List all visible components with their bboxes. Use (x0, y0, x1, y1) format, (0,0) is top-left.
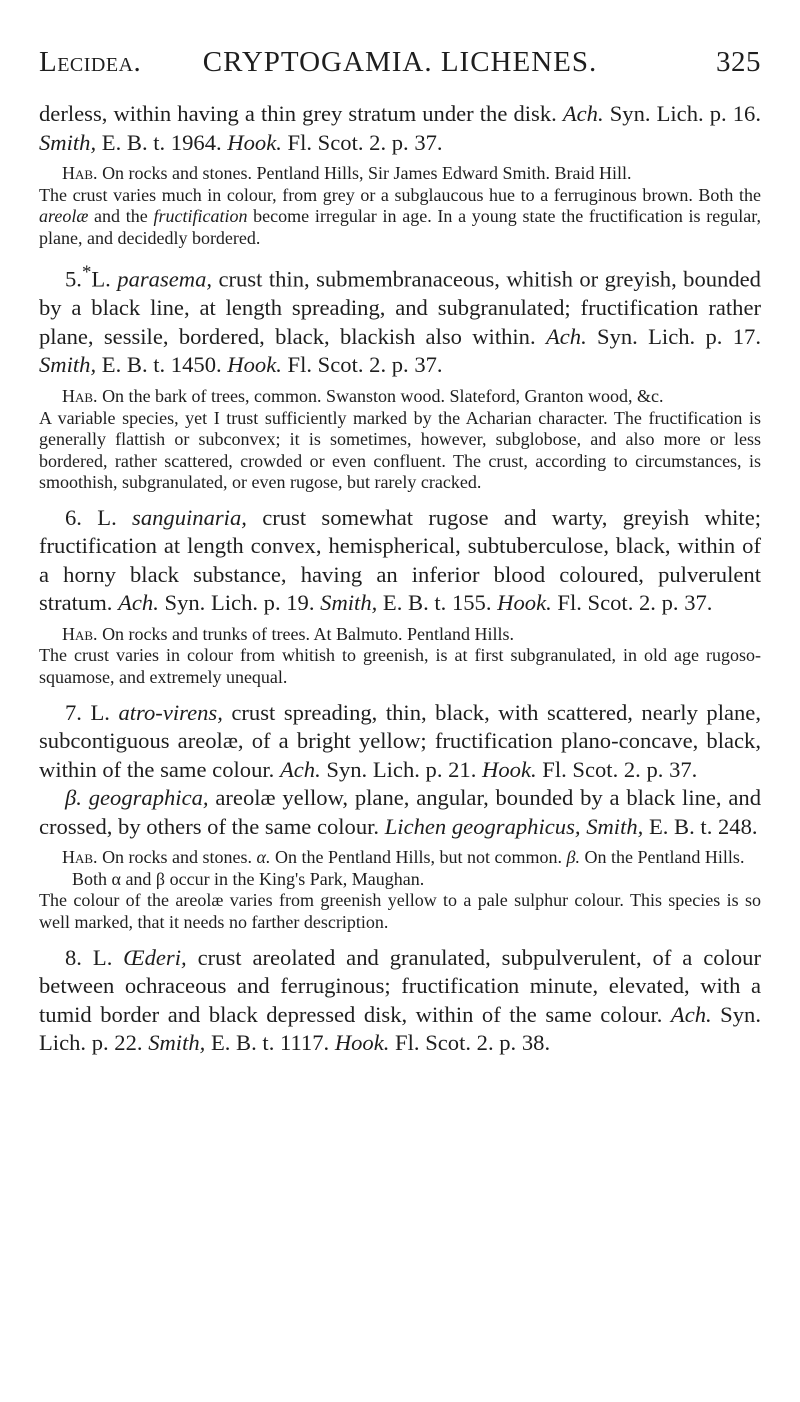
species-name: atro-virens, (118, 699, 223, 725)
species-name: parasema, (117, 266, 213, 292)
variety-entry-geographica: β. geographica, areolæ yellow, plane, angular, bounded by a black line, and crossed, by others of the same colour. Lichen geographicus, Smith, E. B. t. 248. (39, 785, 761, 839)
species-name: sanguinaria, (132, 504, 247, 530)
remark-paragraph: The colour of the areolæ varies from greenish yellow to a pale sulphur colour. This species is so well marked, that it needs no farther description. (39, 890, 761, 932)
species-name: Œderi, (123, 944, 187, 970)
remark-paragraph: A variable species, yet I trust sufficiently marked by the Acharian character. The fructification is generally flattish or subconvex; it is sometimes, however, subglobose, and also more or less bordered, rather scattered, crowded or even confluent. The crust, according to circumstances, is smoothish, subgranulated, or even rugose, but rarely cracked. (39, 407, 761, 493)
habitat-note: Hab. On rocks and stones. Pentland Hills, Sir James Edward Smith. Braid Hill. (62, 163, 632, 183)
habitat-note: Hab. On rocks and stones. α. On the Pentland Hills, but not common. β. On the Pentland Hills. Both α and β occur in the King's Park, Maughan. (62, 847, 745, 889)
page-body (39, 100, 761, 1058)
remark-paragraph: The crust varies much in colour, from grey or a subglaucous hue to a ferruginous brown. Both the areolæ and the fructification become irregular in age. In a young state the fructification is regular, plane, and decidedly bordered. (39, 184, 762, 248)
species-entry-parasema: 5.*L. parasema, crust thin, submembranaceous, whitish or greyish, bounded by a black line, at length spreading, and subgranulated; fructification rather plane, sessile, bordered, black, blackish also within. Ach. Syn. Lich. p. 17. Smith, E. B. t. 1450. Hook. Fl. Scot. 2. p. 37. (39, 262, 761, 378)
species-entry-atro-virens: 7. L. atro-virens, crust spreading, thin, black, with scattered, nearly plane, subcontiguous areolæ, of a bright yellow; fructification plano-concave, black, within of the same colour. Ach. Syn. Lich. p. 21. Hook. Fl. Scot. 2. p. 37. (39, 699, 761, 782)
page-number: 325 (716, 46, 761, 78)
species-entry-sanguinaria: 6. L. sanguinaria, crust somewhat rugose and warty, greyish white; fructification at length convex, hemispherical, subtuberculose, black, within of a horny black substance, having an inferior blood coloured, pulverulent stratum. Ach. Syn. Lich. p. 19. Smith, E. B. t. 155. Hook. Fl. Scot. 2. p. 37. (39, 504, 761, 616)
header-title: CRYPTOGAMIA. LICHENES. (202, 46, 598, 78)
habitat-note: Hab. On the bark of trees, common. Swanston wood. Slateford, Granton wood, &c. (62, 385, 664, 406)
variety-name: β. geographica, (65, 785, 209, 811)
running-header (39, 46, 761, 90)
species-entry-oederi: 8. L. Œderi, crust areolated and granulated, subpulverulent, of a colour between ochraceous and ferruginous; fructification minute, elevated, with a tumid border and black depressed disk, within of the same colour. Ach. Syn. Lich. p. 22. Smith, E. B. t. 1117. Hook. Fl. Scot. 2. p. 38. (39, 944, 761, 1056)
habitat-note: Hab. On rocks and trunks of trees. At Balmuto. Pentland Hills. (62, 623, 515, 644)
header-genus: Lecidea. (39, 46, 142, 78)
asterisk-mark: * (81, 262, 92, 284)
remark-paragraph: The crust varies in colour from whitish to greenish, is at first subgranulated, in old age rugoso-squamose, and extremely unequal. (39, 645, 761, 688)
continued-description: derless, within having a thin grey stratum under the disk. Ach. Syn. Lich. p. 16. Smith, E. B. t. 1964. Hook. Fl. Scot. 2. p. 37. (39, 101, 761, 155)
